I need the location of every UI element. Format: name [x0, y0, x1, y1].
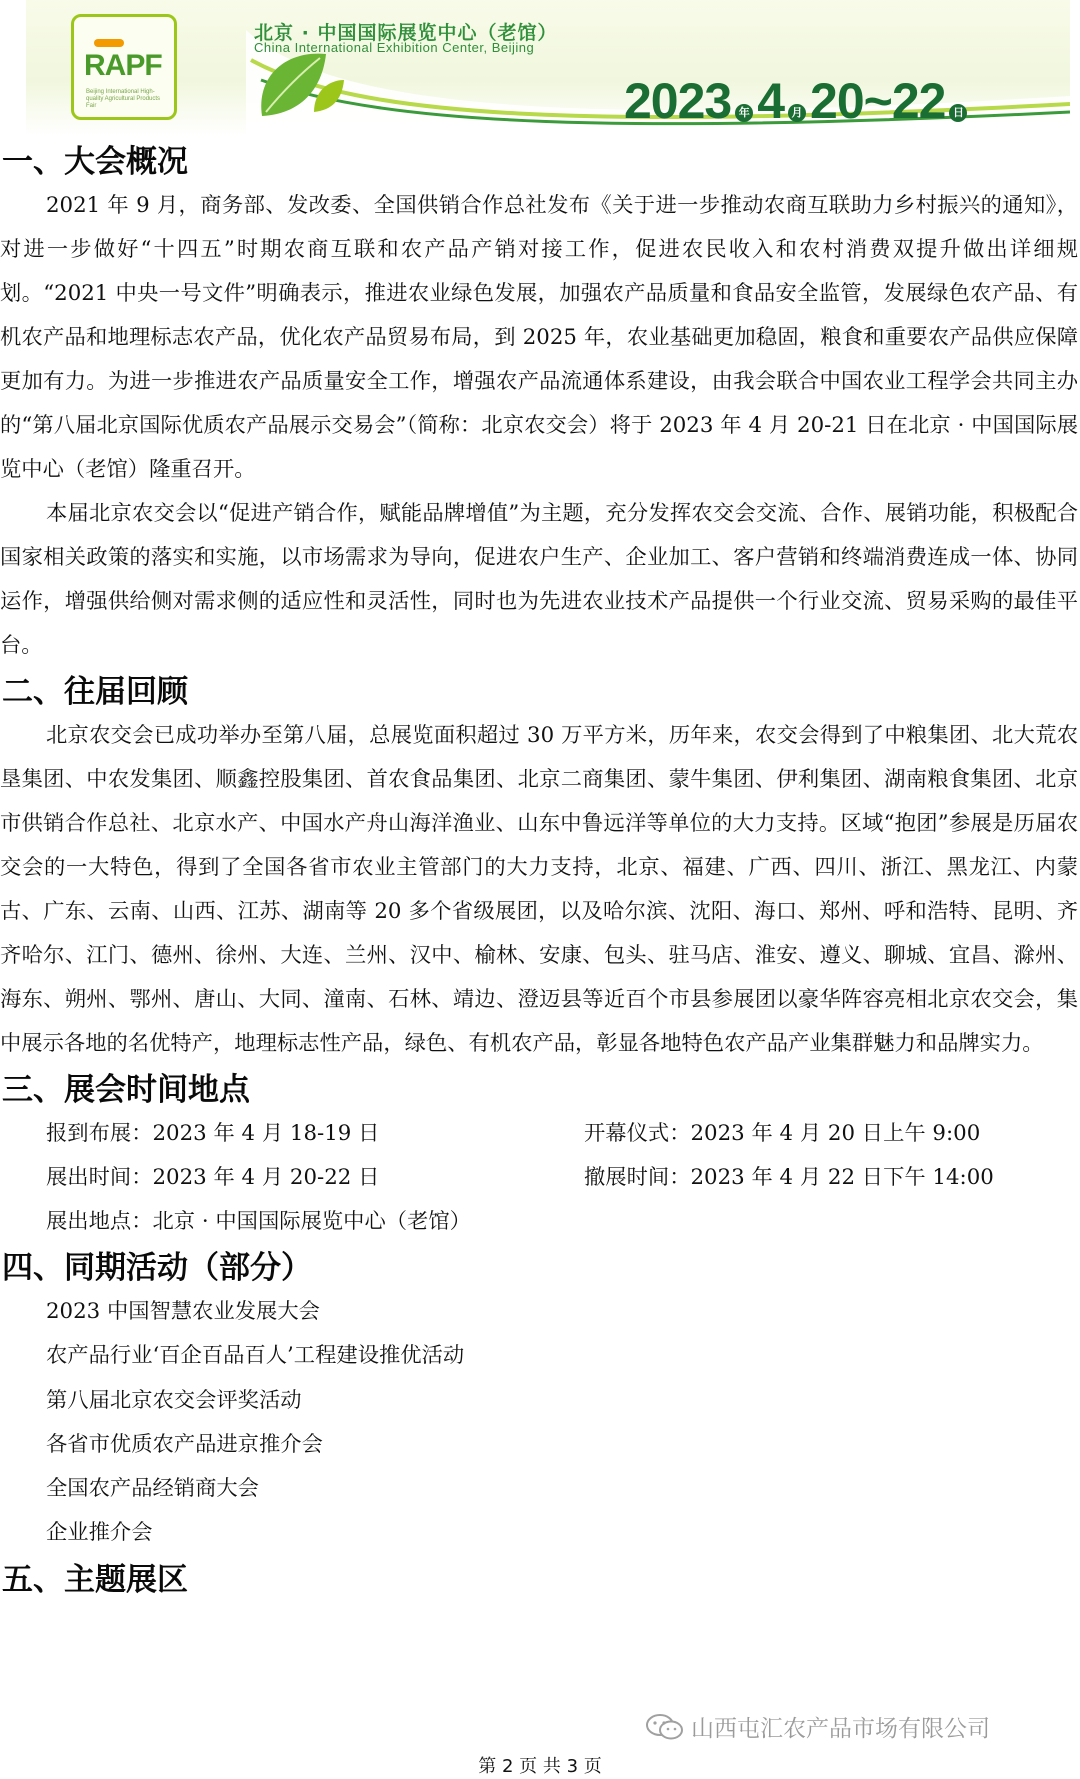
- leaf-icon: [256, 46, 346, 122]
- schedule-setup: 报到布展：2023 年 4 月 18-19 日: [46, 1121, 380, 1146]
- overview-paragraph-1: 2021 年 9 月，商务部、发改委、全国供销合作总社发布《关于进一步推动农商互联助力乡村振兴的通知》，对进一步做好“十四五”时期农商互联和农产品产销对接工作，促进农民收入和农村消费双提升做出详细规划。“2021 中央一号文件”明确表示，推进农业绿色发展，加强农产品质量和食品安全监管，发展绿色农产品、有机农产品和地理标志农产品，优化农产品贸易布局，到 2025 年，农业基础更加稳固，粮食和重要农产品供应保障更加有力。为进一步推进农产品质量安全工作，增强农产品流通体系建设，由我会联合中国农业工程学会共同主办的“第八届北京国际优质农产品展示交易会”（简称：北京农交会）将于 2023 年 4 月 20-21 日在北京 · 中国国际展览中心（老馆）隆重召开。: [0, 193, 1078, 482]
- date-year: 2023: [624, 73, 732, 129]
- list-item: 企业推介会: [46, 1520, 153, 1546]
- list-item: 农产品行业‘百企百品百人’工程建设推优活动: [46, 1343, 465, 1369]
- section-title-activities: 四、同期活动（部分）: [2, 1250, 312, 1286]
- section-title-review: 二、往届回顾: [2, 674, 188, 710]
- day-unit-badge: 日: [949, 104, 967, 122]
- date-days: 20~22: [810, 73, 946, 129]
- schedule-venue: 展出地点：北京 · 中国国际展览中心（老馆）: [46, 1209, 471, 1234]
- event-date: [624, 72, 971, 130]
- logo-subtitle: Beijing International High-quality Agricultural Products Fair: [86, 89, 161, 109]
- page-number: 第 2 页 共 3 页: [478, 1756, 602, 1777]
- list-item: 各省市优质农产品进京推介会: [46, 1431, 323, 1457]
- logo-text: RAPF: [84, 49, 162, 82]
- overview-paragraph-2: 本届北京农交会以“促进产销合作，赋能品牌增值”为主题，充分发挥农交会交流、合作、展销功能，积极配合国家相关政策的落实和实施，以市场需求为导向，促进农户生产、企业加工、客户营销和终端消费连成一体、协同运作，增强供给侧对需求侧的适应性和灵活性，同时也为先进农业技术产品提供一个行业交流、贸易采购的最佳平台。: [0, 501, 1078, 658]
- venue-name-cn: 北京 · 中国国际展览中心（老馆）: [254, 22, 558, 44]
- document-body: [0, 140, 1080, 1602]
- section-title-overview: 一、大会概况: [2, 144, 188, 180]
- activity-list: [0, 1290, 1080, 1556]
- schedule-grid: [0, 1112, 1080, 1244]
- logo-accent-icon: [94, 39, 124, 47]
- watermark-text: 山西屯汇农产品市场有限公司: [691, 1716, 990, 1742]
- venue-name-en: China International Exhibition Center, Beijing: [254, 40, 535, 55]
- section-title-themes: 五、主题展区: [2, 1561, 188, 1598]
- review-paragraph: 北京农交会已成功举办至第八届，总展览面积超过 30 万平方米，历年来，农交会得到了中粮集团、北大荒农垦集团、中农发集团、顺鑫控股集团、首农食品集团、北京二商集团、蒙牛集团、伊利集团、湖南粮食集团、北京市供销合作总社、北京水产、中国水产舟山海洋渔业、山东中鲁远洋等单位的大力支持。区域“抱团”参展是历届农交会的一大特色，得到了全国各省市农业主管部门的大力支持，北京、福建、广西、四川、浙江、黑龙江、内蒙古、广东、云南、山西、江苏、湖南等 20 多个省级展团，以及哈尔滨、沈阳、海口、郑州、呼和浩特、昆明、齐齐哈尔、江门、德州、徐州、大连、兰州、汉中、榆林、安康、包头、驻马店、淮安、遵义、聊城、宜昌、滁州、海东、朔州、鄂州、唐山、大同、潼南、石林、靖边、澄迈县等近百个市县参展团以豪华阵容亮相北京农交会，集中展示各地的名优特产，地理标志性产品，绿色、有机农产品，彰显各地特色农产品产业集群魅力和品牌实力。: [0, 723, 1078, 1056]
- list-item: 全国农产品经销商大会: [46, 1476, 259, 1502]
- schedule-teardown: 撤展时间：2023 年 4 月 22 日下午 14:00: [584, 1165, 994, 1190]
- list-item: 2023 中国智慧农业发展大会: [46, 1299, 320, 1324]
- year-unit-badge: 年: [735, 104, 753, 122]
- section-title-schedule: 三、展会时间地点: [2, 1072, 250, 1108]
- event-banner: [26, 0, 1070, 136]
- schedule-exhibition: 展出时间：2023 年 4 月 20-22 日: [46, 1165, 380, 1190]
- wechat-watermark: [645, 1710, 990, 1743]
- wechat-icon: [645, 1712, 685, 1742]
- date-month: 4: [757, 73, 785, 129]
- schedule-opening: 开幕仪式：2023 年 4 月 20 日上午 9:00: [584, 1121, 981, 1146]
- month-unit-badge: 月: [788, 104, 806, 122]
- rapf-logo: [71, 14, 177, 120]
- list-item: 第八届北京农交会评奖活动: [46, 1387, 302, 1413]
